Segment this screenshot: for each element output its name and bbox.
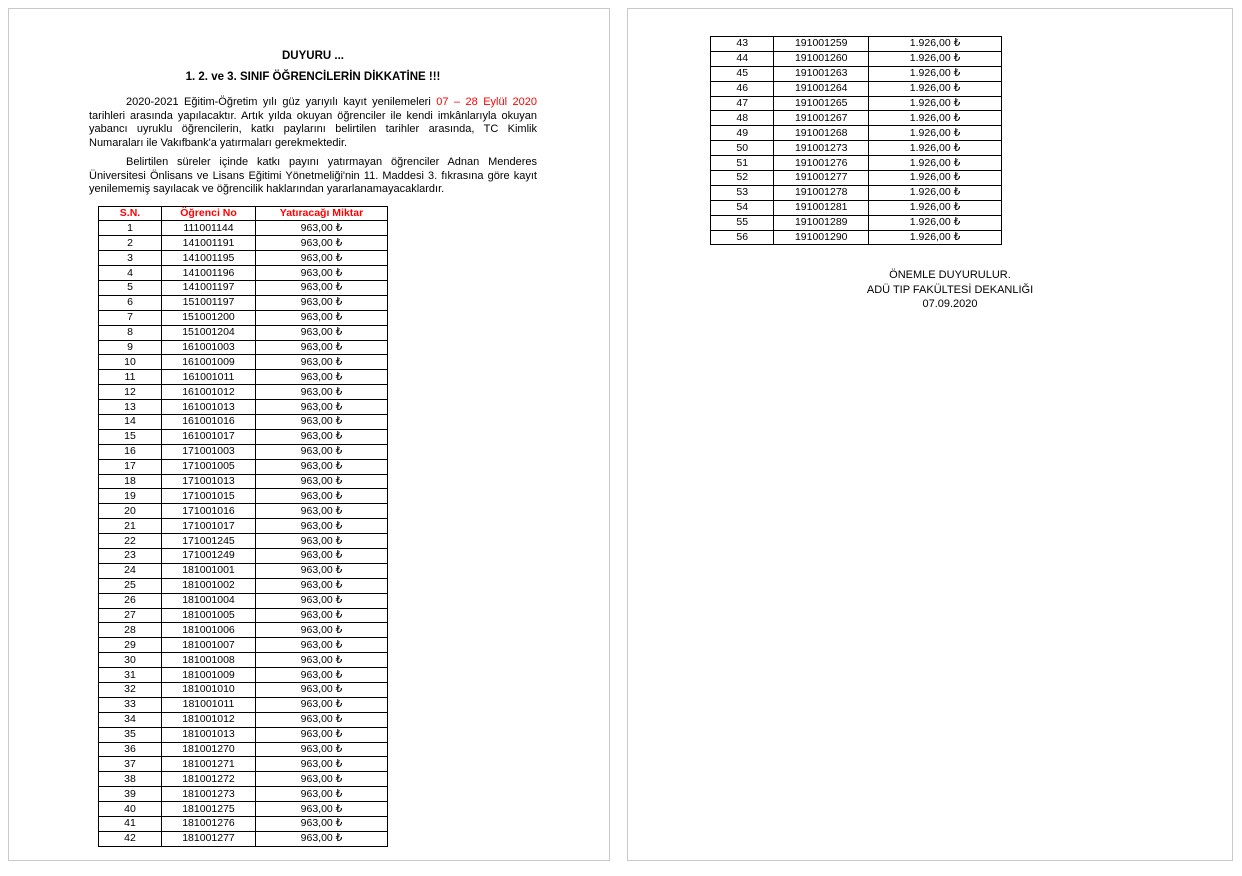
cell-student-no: 181001271	[162, 757, 256, 772]
cell-student-no: 161001012	[162, 385, 256, 400]
cell-amount: 1.926,00 ₺	[869, 81, 1002, 96]
announcement-paragraph-1	[89, 96, 537, 150]
cell-serial-no: 45	[711, 66, 774, 81]
fee-table-body-page-1	[99, 221, 388, 846]
cell-student-no: 171001003	[162, 444, 256, 459]
cell-amount: 963,00 ₺	[256, 638, 388, 653]
cell-amount: 963,00 ₺	[256, 266, 388, 281]
cell-amount: 1.926,00 ₺	[869, 230, 1002, 245]
fee-table-row	[99, 593, 388, 608]
paragraph-1-text-before: 2020-2021 Eğitim-Öğretim yılı güz yarıyılı kayıt yenilemeleri	[126, 96, 437, 108]
cell-student-no: 181001276	[162, 817, 256, 832]
cell-student-no: 191001259	[774, 37, 869, 52]
paragraph-1-text-after: tarihleri arasında yapılacaktır. Artık yılda okuyan öğrenciler ile kendi imkânlarıyla okuyan yabancı uyruklu öğrencilerin, katkı paylarını belirtilen tarihler arasında, TC Kimlik Numaraları ile Vakıfbank'a yatırmaları gerekmektedir.	[89, 109, 537, 149]
fee-table-row	[99, 608, 388, 623]
cell-serial-no: 28	[99, 623, 162, 638]
cell-amount: 1.926,00 ₺	[869, 126, 1002, 141]
fee-table-row	[99, 310, 388, 325]
cell-student-no: 161001013	[162, 400, 256, 415]
closing-line-2: ADÜ TIP FAKÜLTESİ DEKANLIĞI	[866, 283, 1034, 296]
cell-serial-no: 8	[99, 325, 162, 340]
fee-table-row	[711, 200, 1002, 215]
cell-serial-no: 47	[711, 96, 774, 111]
cell-amount: 963,00 ₺	[256, 310, 388, 325]
cell-serial-no: 42	[99, 831, 162, 846]
cell-amount: 963,00 ₺	[256, 519, 388, 534]
cell-student-no: 181001006	[162, 623, 256, 638]
fee-table-row	[99, 563, 388, 578]
page-2-content	[628, 36, 1232, 311]
fee-table-row	[99, 653, 388, 668]
cell-serial-no: 33	[99, 697, 162, 712]
cell-amount: 963,00 ₺	[256, 459, 388, 474]
cell-student-no: 151001200	[162, 310, 256, 325]
fee-table-row	[711, 185, 1002, 200]
cell-student-no: 171001249	[162, 548, 256, 563]
fee-table-row	[99, 325, 388, 340]
fee-table-row	[99, 266, 388, 281]
cell-amount: 963,00 ₺	[256, 504, 388, 519]
cell-amount: 963,00 ₺	[256, 414, 388, 429]
cell-serial-no: 54	[711, 200, 774, 215]
cell-amount: 963,00 ₺	[256, 280, 388, 295]
cell-student-no: 171001245	[162, 534, 256, 549]
fee-table-row	[99, 757, 388, 772]
cell-serial-no: 25	[99, 578, 162, 593]
cell-student-no: 161001016	[162, 414, 256, 429]
cell-serial-no: 9	[99, 340, 162, 355]
fee-table-row	[99, 444, 388, 459]
cell-serial-no: 13	[99, 400, 162, 415]
cell-amount: 963,00 ₺	[256, 668, 388, 683]
cell-amount: 963,00 ₺	[256, 444, 388, 459]
announcement-title: DUYURU ...	[282, 50, 344, 62]
fee-table-row	[99, 638, 388, 653]
cell-student-no: 171001015	[162, 489, 256, 504]
cell-amount: 1.926,00 ₺	[869, 215, 1002, 230]
fee-table-row	[99, 474, 388, 489]
cell-student-no: 181001010	[162, 683, 256, 698]
cell-serial-no: 51	[711, 156, 774, 171]
fee-table-row	[99, 712, 388, 727]
fee-table-row	[99, 623, 388, 638]
fee-table-row	[99, 727, 388, 742]
fee-table-row	[99, 504, 388, 519]
cell-student-no: 191001281	[774, 200, 869, 215]
cell-serial-no: 23	[99, 548, 162, 563]
cell-serial-no: 5	[99, 280, 162, 295]
closing-date: 07.09.2020	[922, 298, 978, 311]
cell-amount: 1.926,00 ₺	[869, 111, 1002, 126]
cell-amount: 963,00 ₺	[256, 400, 388, 415]
cell-serial-no: 26	[99, 593, 162, 608]
cell-student-no: 191001290	[774, 230, 869, 245]
cell-serial-no: 50	[711, 141, 774, 156]
closing-line-1: ÖNEMLE DUYURULUR.	[889, 269, 1011, 282]
cell-student-no: 191001278	[774, 185, 869, 200]
cell-student-no: 191001276	[774, 156, 869, 171]
fee-table-row	[711, 51, 1002, 66]
announcement-paragraph-2: Belirtilen süreler içinde katkı payını yatırmayan öğrenciler Adnan Menderes Üniversitesi Önlisans ve Lisans Eğitimi Yönetmeliği'nin 11. Maddesi 3. fıkrasına göre kayıt yenilememiş sayılacak ve öğrencilik haklarından yararlanamayacaklardır.	[89, 156, 537, 195]
cell-student-no: 171001017	[162, 519, 256, 534]
cell-student-no: 141001191	[162, 236, 256, 251]
cell-student-no: 191001264	[774, 81, 869, 96]
announcement-subtitle: 1. 2. ve 3. SINIF ÖĞRENCİLERİN DİKKATİNE !!!	[185, 71, 441, 83]
cell-student-no: 141001197	[162, 280, 256, 295]
fee-table-row	[99, 414, 388, 429]
cell-student-no: 181001004	[162, 593, 256, 608]
cell-serial-no: 24	[99, 563, 162, 578]
fee-table-header-row	[99, 206, 388, 221]
cell-amount: 963,00 ₺	[256, 608, 388, 623]
cell-serial-no: 39	[99, 787, 162, 802]
cell-student-no: 161001017	[162, 429, 256, 444]
cell-serial-no: 53	[711, 185, 774, 200]
cell-serial-no: 4	[99, 266, 162, 281]
cell-amount: 963,00 ₺	[256, 757, 388, 772]
cell-student-no: 181001002	[162, 578, 256, 593]
cell-serial-no: 15	[99, 429, 162, 444]
cell-student-no: 191001273	[774, 141, 869, 156]
cell-amount: 963,00 ₺	[256, 489, 388, 504]
cell-student-no: 191001263	[774, 66, 869, 81]
cell-amount: 1.926,00 ₺	[869, 141, 1002, 156]
cell-amount: 963,00 ₺	[256, 385, 388, 400]
cell-amount: 963,00 ₺	[256, 295, 388, 310]
fee-table-row	[711, 81, 1002, 96]
fee-table-page-2	[710, 36, 1002, 245]
cell-serial-no: 43	[711, 37, 774, 52]
cell-amount: 963,00 ₺	[256, 742, 388, 757]
fee-table-row	[711, 37, 1002, 52]
cell-serial-no: 21	[99, 519, 162, 534]
cell-student-no: 151001197	[162, 295, 256, 310]
fee-table-row	[99, 429, 388, 444]
cell-amount: 963,00 ₺	[256, 578, 388, 593]
cell-student-no: 181001277	[162, 831, 256, 846]
cell-serial-no: 37	[99, 757, 162, 772]
cell-student-no: 161001011	[162, 370, 256, 385]
cell-serial-no: 46	[711, 81, 774, 96]
cell-amount: 1.926,00 ₺	[869, 185, 1002, 200]
cell-serial-no: 2	[99, 236, 162, 251]
fee-table-row	[99, 280, 388, 295]
cell-student-no: 191001265	[774, 96, 869, 111]
cell-student-no: 191001268	[774, 126, 869, 141]
cell-amount: 1.926,00 ₺	[869, 156, 1002, 171]
fee-table-row	[99, 400, 388, 415]
cell-amount: 963,00 ₺	[256, 831, 388, 846]
cell-student-no: 141001195	[162, 251, 256, 266]
cell-serial-no: 38	[99, 772, 162, 787]
cell-student-no: 181001012	[162, 712, 256, 727]
fee-table-row	[99, 355, 388, 370]
cell-student-no: 191001289	[774, 215, 869, 230]
fee-table-row	[99, 385, 388, 400]
fee-table-row	[711, 111, 1002, 126]
fee-table-row	[99, 236, 388, 251]
cell-serial-no: 32	[99, 683, 162, 698]
cell-amount: 1.926,00 ₺	[869, 66, 1002, 81]
cell-student-no: 151001204	[162, 325, 256, 340]
fee-table-row	[99, 534, 388, 549]
cell-serial-no: 29	[99, 638, 162, 653]
cell-serial-no: 41	[99, 817, 162, 832]
fee-table-row	[99, 370, 388, 385]
paragraph-1-date-highlight: 07 – 28 Eylül 2020	[436, 96, 537, 108]
cell-serial-no: 30	[99, 653, 162, 668]
cell-serial-no: 14	[99, 414, 162, 429]
cell-amount: 963,00 ₺	[256, 653, 388, 668]
fee-table-row	[99, 340, 388, 355]
fee-table-row	[99, 459, 388, 474]
cell-amount: 963,00 ₺	[256, 683, 388, 698]
cell-student-no: 191001260	[774, 51, 869, 66]
cell-serial-no: 27	[99, 608, 162, 623]
cell-student-no: 161001009	[162, 355, 256, 370]
cell-serial-no: 6	[99, 295, 162, 310]
cell-serial-no: 52	[711, 171, 774, 186]
cell-amount: 1.926,00 ₺	[869, 200, 1002, 215]
cell-amount: 963,00 ₺	[256, 802, 388, 817]
document-page-2	[627, 8, 1233, 861]
cell-student-no: 181001009	[162, 668, 256, 683]
fee-table-row	[99, 548, 388, 563]
cell-amount: 963,00 ₺	[256, 697, 388, 712]
cell-serial-no: 40	[99, 802, 162, 817]
cell-student-no: 181001007	[162, 638, 256, 653]
cell-student-no: 191001277	[774, 171, 869, 186]
cell-serial-no: 1	[99, 221, 162, 236]
fee-table-row	[99, 668, 388, 683]
fee-table-row	[99, 742, 388, 757]
cell-serial-no: 16	[99, 444, 162, 459]
cell-serial-no: 35	[99, 727, 162, 742]
cell-amount: 963,00 ₺	[256, 548, 388, 563]
cell-student-no: 171001005	[162, 459, 256, 474]
cell-serial-no: 20	[99, 504, 162, 519]
cell-serial-no: 11	[99, 370, 162, 385]
cell-amount: 963,00 ₺	[256, 534, 388, 549]
cell-amount: 1.926,00 ₺	[869, 51, 1002, 66]
cell-student-no: 181001273	[162, 787, 256, 802]
cell-serial-no: 17	[99, 459, 162, 474]
cell-amount: 963,00 ₺	[256, 236, 388, 251]
cell-serial-no: 12	[99, 385, 162, 400]
cell-amount: 963,00 ₺	[256, 325, 388, 340]
cell-amount: 963,00 ₺	[256, 355, 388, 370]
cell-student-no: 171001013	[162, 474, 256, 489]
cell-amount: 963,00 ₺	[256, 429, 388, 444]
cell-amount: 963,00 ₺	[256, 623, 388, 638]
fee-table-row	[99, 578, 388, 593]
cell-serial-no: 56	[711, 230, 774, 245]
cell-amount: 963,00 ₺	[256, 727, 388, 742]
cell-student-no: 141001196	[162, 266, 256, 281]
cell-amount: 963,00 ₺	[256, 787, 388, 802]
cell-amount: 963,00 ₺	[256, 251, 388, 266]
cell-serial-no: 55	[711, 215, 774, 230]
cell-student-no: 181001011	[162, 697, 256, 712]
header-serial-no: S.N.	[99, 206, 162, 221]
document-page-1	[8, 8, 610, 861]
fee-table-row	[711, 126, 1002, 141]
fee-table-row	[99, 221, 388, 236]
cell-serial-no: 31	[99, 668, 162, 683]
fee-table-row	[99, 251, 388, 266]
page-1-content	[9, 50, 609, 847]
fee-table-row	[99, 831, 388, 846]
cell-student-no: 181001272	[162, 772, 256, 787]
cell-student-no: 181001005	[162, 608, 256, 623]
cell-serial-no: 44	[711, 51, 774, 66]
cell-amount: 963,00 ₺	[256, 474, 388, 489]
fee-table-body-page-2	[711, 37, 1002, 245]
closing-block	[710, 268, 1190, 311]
cell-student-no: 181001275	[162, 802, 256, 817]
header-amount: Yatıracağı Miktar	[256, 206, 388, 221]
cell-serial-no: 48	[711, 111, 774, 126]
fee-table-row	[99, 787, 388, 802]
fee-table-row	[99, 519, 388, 534]
cell-serial-no: 36	[99, 742, 162, 757]
cell-amount: 963,00 ₺	[256, 340, 388, 355]
fee-table-row	[99, 697, 388, 712]
cell-student-no: 191001267	[774, 111, 869, 126]
cell-amount: 1.926,00 ₺	[869, 37, 1002, 52]
cell-amount: 1.926,00 ₺	[869, 171, 1002, 186]
fee-table-row	[711, 66, 1002, 81]
cell-serial-no: 7	[99, 310, 162, 325]
cell-serial-no: 34	[99, 712, 162, 727]
cell-student-no: 181001001	[162, 563, 256, 578]
cell-student-no: 181001013	[162, 727, 256, 742]
fee-table-row	[99, 772, 388, 787]
fee-table-row	[99, 489, 388, 504]
fee-table-row	[711, 230, 1002, 245]
cell-amount: 963,00 ₺	[256, 221, 388, 236]
cell-student-no: 171001016	[162, 504, 256, 519]
cell-serial-no: 10	[99, 355, 162, 370]
fee-table-row	[99, 802, 388, 817]
cell-amount: 1.926,00 ₺	[869, 96, 1002, 111]
fee-table-row	[711, 215, 1002, 230]
cell-student-no: 181001008	[162, 653, 256, 668]
cell-student-no: 181001270	[162, 742, 256, 757]
cell-amount: 963,00 ₺	[256, 563, 388, 578]
fee-table-row	[99, 295, 388, 310]
fee-table-page-1	[98, 206, 388, 847]
cell-serial-no: 19	[99, 489, 162, 504]
fee-table-row	[711, 171, 1002, 186]
header-student-no: Öğrenci No	[162, 206, 256, 221]
cell-student-no: 111001144	[162, 221, 256, 236]
cell-serial-no: 18	[99, 474, 162, 489]
cell-amount: 963,00 ₺	[256, 772, 388, 787]
fee-table-row	[99, 817, 388, 832]
cell-serial-no: 22	[99, 534, 162, 549]
cell-amount: 963,00 ₺	[256, 817, 388, 832]
cell-serial-no: 49	[711, 126, 774, 141]
fee-table-row	[99, 683, 388, 698]
fee-table-row	[711, 156, 1002, 171]
cell-student-no: 161001003	[162, 340, 256, 355]
cell-amount: 963,00 ₺	[256, 712, 388, 727]
fee-table-row	[711, 141, 1002, 156]
cell-serial-no: 3	[99, 251, 162, 266]
cell-amount: 963,00 ₺	[256, 370, 388, 385]
fee-table-row	[711, 96, 1002, 111]
cell-amount: 963,00 ₺	[256, 593, 388, 608]
